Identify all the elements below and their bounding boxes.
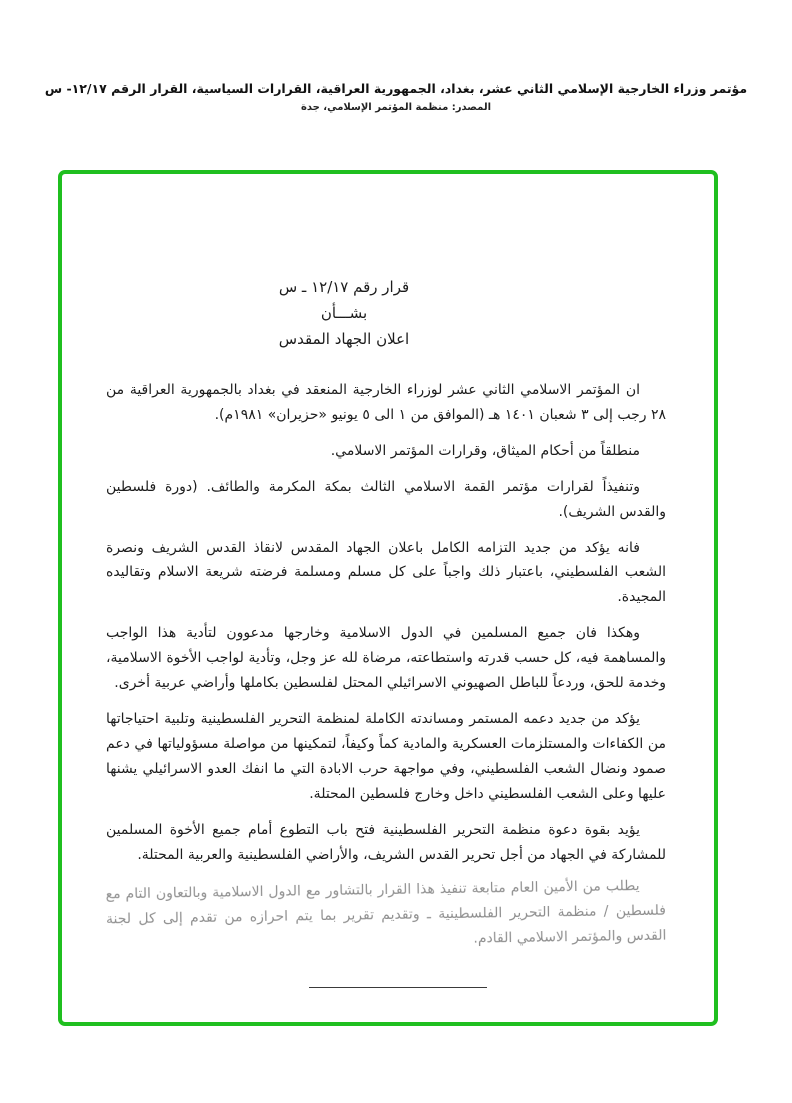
paragraph: يؤكد من جديد دعمه المستمر ومساندته الكاملة لمنظمة التحرير الفلسطينية وتلبية احتياجاتها من الكفاءات والمستلزمات العسكرية والمادية كماً وكيفاً، لتمكينها من مواصلة مسؤولياتها في دعم صمود ونضال الشعب الفلسطيني، وفي مواجهة حرب الابادة التي ما انفك العدو الاسرائيلي يشنها عليها وعلى الشعب الفلسطيني داخل وخارج فلسطين المحتلة. <box>106 710 666 802</box>
header-source: المصدر: منظمة المؤتمر الإسلامي، جدة <box>300 101 492 113</box>
paragraph: منطلقاً من أحكام الميثاق، وقرارات المؤتمر الاسلامي. <box>330 442 640 459</box>
resolution-title: اعلان الجهاد المقدس <box>278 330 410 348</box>
page-header <box>0 80 792 113</box>
resolution-subject-label: بشـــأن <box>320 304 368 322</box>
paragraph: يؤيد بقوة دعوة منظمة التحرير الفلسطينية فتح باب التطوع أمام جميع الأخوة المسلمين للمشاركة في الجهاد من أجل تحرير القدس الشريف، والأراضي الفلسطينية والعربية المحتلة. <box>106 821 666 863</box>
header-title: مؤتمر وزراء الخارجية الإسلامي الثاني عشر، بغداد، الجمهورية العراقية، القرارات السياسية، القرار الرقم ١٢/١٧- س <box>44 81 748 96</box>
scanned-document <box>62 174 714 1022</box>
signature-line <box>309 987 487 988</box>
paragraph: ان المؤتمر الاسلامي الثاني عشر لوزراء الخارجية المنعقد في بغداد بالجمهورية العراقية من ٢٨ رجب إلى ٣ شعبان ١٤٠١ هـ (الموافق من ١ الى ٥ يونيو «حزيران» ١٩٨١م). <box>106 382 666 423</box>
paragraph: يطلب من الأمين العام متابعة تنفيذ هذا القرار بالتشاور مع الدول الاسلامية وبالتعاون التام مع فلسطين / منظمة التحرير الفلسطينية ـ وتقديم تقرير بما يتم احرازه من تقدم إلى كل لجنة القدس والمؤتمر الاسلامي القادم. <box>105 878 667 947</box>
paragraph: وهكذا فان جميع المسلمين في الدول الاسلامية وخارجها مدعوون لتأدية هذا الواجب والمساهمة فيه، كل حسب قدرته واستطاعته، مرضاة لله عز وجل، وتأدية لواجب الأخوة الاسلامية، وخدمة للحق، وردعاً للباطل الصهيوني الاسرائيلي المحتل لفلسطين بكاملها وأراضي عربية أخرى. <box>106 625 666 692</box>
resolution-number: قرار رقم ١٢/١٧ ـ س <box>278 278 410 296</box>
document-frame <box>58 170 718 1026</box>
paragraph: وتنفيذاً لقرارات مؤتمر القمة الاسلامي الثالث بمكة المكرمة والطائف. (دورة فلسطين والقدس الشريف). <box>106 478 666 520</box>
document-body <box>106 378 666 953</box>
document-title-block <box>64 274 624 352</box>
paragraph: فانه يؤكد من جديد التزامه الكامل باعلان الجهاد المقدس لانقاذ القدس الشريف ونصرة الشعب الفلسطيني، باعتبار ذلك واجباً على كل مسلم ومسلمة فرضته شريعة الاسلام وتقاليده المجيدة. <box>106 539 666 606</box>
